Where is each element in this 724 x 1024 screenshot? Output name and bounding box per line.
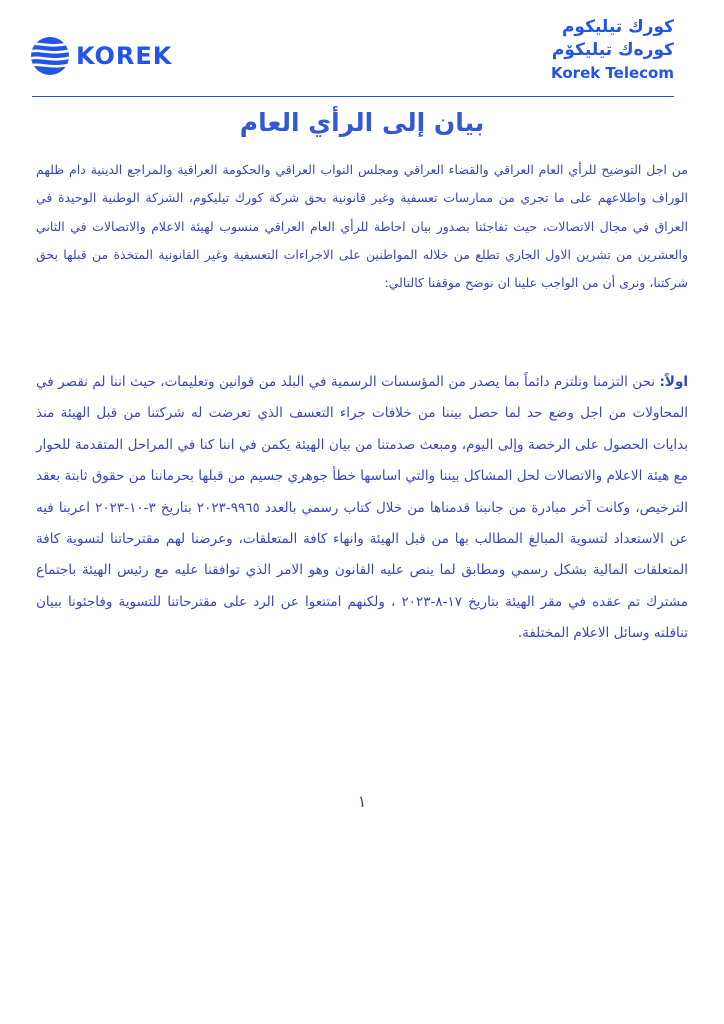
brand-name-kurdish: كورەك تيليكۆم	[551, 40, 674, 60]
page-title: بيان إلى الرأي العام	[239, 108, 485, 137]
korek-logo	[30, 36, 172, 76]
page-number: ١	[357, 792, 367, 811]
point-one-paragraph	[36, 367, 688, 650]
point-one-text: نحن التزمنا ونلتزم دائماً بما يصدر من المؤسسات الرسمية في البلد من قوانين وتعليمات، حيث اننا لم نقصر في المحاولات من اجل وضع حد لما حصل بيننا من خلافات جراء التعسف الذي تعرضت له شركتنا من قبل الهيئة منذ بدايات الحصول على الرخصة وإلى اليوم، ومبعث صدمتنا من بيان الهيئة يكمن في اننا كنا في المراحل المتقدمة للحوار مع هيئة الاعلام والاتصالات لحل المشاكل بيننا والتي اساسها خطأ جوهري جسيم من قبلها بحرماننا من حقوق ثابتة بعقد الترخيص، وكانت آخر مبادرة من جانبنا قدمناها من خلال كتاب رسمي بالعدد ٩٩٦٥-٢٠٢٣ بتاريخ ٣-١٠-٢٠٢٣ اعربنا فيه عن الاستعداد لتسوية المبالغ المطالب بها من قبل الهيئة وانهاء كافة المتعلقات، وعرضنا لهم مقترحاتنا لتسوية كافة المتعلقات المالية بشكل رسمي ومطابق لما ينص عليه القانون وهو الامر الذي توافقنا عليه مع رئيس الهيئة باجتماع مشترك تم عقده في مقر الهيئة بتاريخ ١٧-٨-٢٠٢٣ ، ولكنهم امتنعوا عن الرد على مقترحاتنا للتسوية وفاجئونا ببيان تناقلته وسائل الاعلام المختلفة.	[36, 374, 688, 642]
header-divider	[32, 96, 674, 97]
intro-paragraph: من اجل التوضيح للرأي العام العراقي والقضاء العراقي ومجلس النواب العراقي والحكومة العراقية والمراجع الدينية دام ظلهم الوراف واطلاعهم على ما تجري من ممارسات تعسفية وغير قانونية بحق شركة كورك تيليكوم، الشركة الوطنية الوحيدة في العراق في مجال الاتصالات، حيث تفاجئنا بصدور بيان احاطة للرأي العام العراقي منسوب لهيئة الاعلام والاتصالات في الثاني والعشرين من تشرين الاول الجاري تطلع من خلاله المواطنين على الاجراءات التعسفية وغير القانونية المتخذة من قبلها بحق شركتنا، ونرى أن من الواجب علينا ان نوضح موقفنا كالتالي:	[36, 162, 688, 291]
brand-name-english: Korek Telecom	[551, 64, 674, 82]
brand-name-arabic: كورك تيليكوم	[561, 17, 674, 37]
logo-wordmark: KOREK	[76, 42, 173, 70]
brand-block	[551, 16, 674, 84]
point-one-label: اولاً:	[659, 374, 688, 390]
globe-logo-icon	[30, 36, 70, 76]
